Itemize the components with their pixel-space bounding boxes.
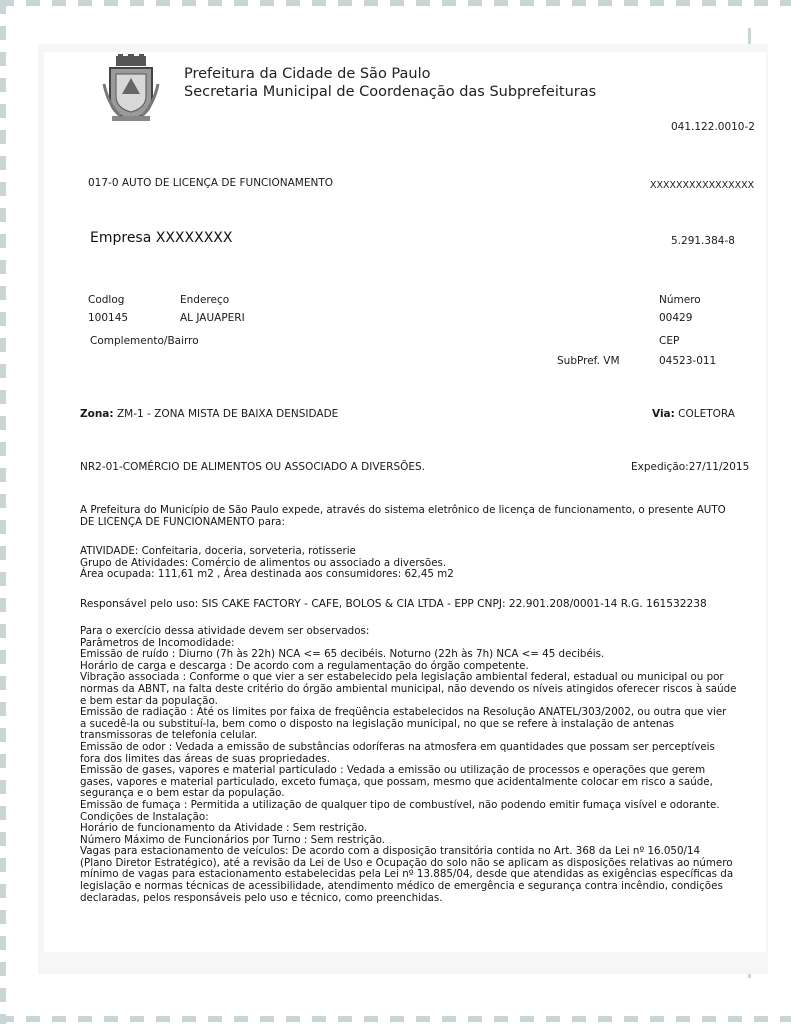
issue-date: Expedição:27/11/2015 xyxy=(631,461,750,473)
company-number: 5.291.384-8 xyxy=(671,235,735,247)
activity-category: NR2-01-COMÉRCIO DE ALIMENTOS OU ASSOCIADO A DIVERSÕES. xyxy=(80,461,426,473)
text-line: fora dos limites das áreas de suas propriedades. xyxy=(80,752,331,765)
number-value: 00429 xyxy=(659,312,693,324)
area-line: Área ocupada: 111,61 m2 , Área destinada aos consumidores: 62,45 m2 xyxy=(80,568,454,581)
text-line: Vibração associada : Conforme o que vier a ser estabelecido pela legislação ambiental federal, estadual ou municipal ou por xyxy=(80,671,724,684)
text-line: a sucedê-la ou substituí-la, bem como o disposto na legislação municipal, no que se refere à instalação de antenas xyxy=(80,717,675,730)
document-number: 041.122.0010-2 xyxy=(671,121,755,133)
cep-label: CEP xyxy=(659,335,680,347)
subpref-label: SubPref. VM xyxy=(557,355,620,367)
text-line: A Prefeitura do Município de São Paulo expede, através do sistema eletrônico de licença de funcionamento, o presente AUTO xyxy=(80,504,726,516)
address-label: Endereço xyxy=(180,294,230,306)
license-code: XXXXXXXXXXXXXXXX xyxy=(650,180,755,191)
address-value: AL JAUAPERI xyxy=(180,312,245,324)
via-label: Via: xyxy=(652,408,675,420)
text-line: e bem estar da população. xyxy=(80,694,218,707)
frame-left-border xyxy=(0,0,6,1024)
text-line: Emissão de fumaça : Permitida a utilização de qualquer tipo de combustível, não podendo emitir fumaça visível e odorante. xyxy=(80,798,720,811)
text-line: legislação e normas técnicas de acessibilidade, atendimento médico de emergência e segurança contra incêndio, condições xyxy=(80,880,723,893)
text-line: (Plano Diretor Estratégico), até a revisão da Lei de Uso e Ocupação do solo não se aplicam as disposições relativas ao número xyxy=(80,856,733,869)
text-line: Emissão de odor : Vedada a emissão de substâncias odoríferas na atmosfera em quantidades que possam ser perceptíveis xyxy=(80,740,715,753)
text-line: Condições de Instalação: xyxy=(80,810,209,823)
via-value: COLETORA xyxy=(678,408,735,420)
codlog-value: 100145 xyxy=(88,312,129,324)
activity-group-line: Grupo de Atividades: Comércio de alimentos ou associado a diversões. xyxy=(80,556,447,569)
text-line: gases, vapores e material particulado, exceto fumaça, que possam, mesmo que acidentalmente colocar em risco a saúde, xyxy=(80,775,713,788)
text-line: transmissoras de telefonia celular. xyxy=(80,729,258,742)
activity-line: ATIVIDADE: Confeitaria, doceria, sorveteria, rotisserie xyxy=(80,545,356,557)
number-label: Número xyxy=(659,294,701,306)
frame-top-border xyxy=(0,0,791,6)
text-line: Horário de funcionamento da Atividade : Sem restrição. xyxy=(80,822,368,835)
company-name: Empresa XXXXXXXX xyxy=(90,230,233,246)
text-line: Parâmetros de Incomodidade: xyxy=(80,636,235,649)
coat-of-arms-logo xyxy=(102,54,160,124)
intro-paragraph xyxy=(80,505,760,528)
text-line: Emissão de gases, vapores e material particulado : Vedada a emissão ou utilização de processos e operações que gerem xyxy=(80,764,706,777)
zone-line xyxy=(80,408,338,420)
cep-value: 04523-011 xyxy=(659,355,717,367)
header-secretariat-name: Secretaria Municipal de Coordenação das Subprefeituras xyxy=(184,84,597,100)
frame-bottom-border xyxy=(0,1016,791,1022)
activity-block xyxy=(80,546,760,581)
text-line: mínimo de vagas para estacionamento estabelecidas pela Lei nº 13.885/04, desde que atendidas as exigências específicas da xyxy=(80,868,734,881)
text-line: Emissão de ruído : Diurno (7h às 22h) NCA <= 65 decibéis. Noturno (22h às 7h) NCA <= 45 decibéis. xyxy=(80,648,605,661)
zone-label: Zona: xyxy=(80,408,114,420)
text-line: Número Máximo de Funcionários por Turno : Sem restrição. xyxy=(80,833,386,846)
responsible-line: Responsável pelo uso: SIS CAKE FACTORY - CAFE, BOLOS & CIA LTDA - EPP CNPJ: 22.901.208/0001-14 R.G. 161532238 xyxy=(80,598,707,610)
via-line xyxy=(652,408,735,420)
text-line: declaradas, pelos responsáveis pelo uso e técnico, como preenchidas. xyxy=(80,891,443,904)
text-line: Horário de carga e descarga : De acordo com a regulamentação do órgão competente. xyxy=(80,659,529,672)
header-city-name: Prefeitura da Cidade de São Paulo xyxy=(184,66,431,82)
text-line: DE LICENÇA DE FUNCIONAMENTO para: xyxy=(80,515,285,528)
text-line: segurança e o bem estar da população. xyxy=(80,787,285,800)
codlog-label: Codlog xyxy=(88,294,125,306)
text-line: Vagas para estacionamento de veículos: De acordo com a disposição transitória contida no Art. 368 da Lei nº 16.050/14 xyxy=(80,845,701,858)
zone-value: ZM-1 - ZONA MISTA DE BAIXA DENSIDADE xyxy=(116,408,339,420)
text-line: Para o exercício dessa atividade devem ser observados: xyxy=(80,625,370,637)
text-line: Emissão de radiação : Até os limites por faixa de freqüência estabelecidos na Resolução ANATEL/303/2002, ou outra que vier xyxy=(80,706,727,719)
license-title: 017-0 AUTO DE LICENÇA DE FUNCIONAMENTO xyxy=(88,177,334,189)
complement-label: Complemento/Bairro xyxy=(90,335,199,347)
text-line: normas da ABNT, na falta deste critério do órgão ambiental municipal, não devendo os níveis atingidos oferecer riscos à saúde xyxy=(80,682,737,695)
parameters-block xyxy=(80,626,760,904)
